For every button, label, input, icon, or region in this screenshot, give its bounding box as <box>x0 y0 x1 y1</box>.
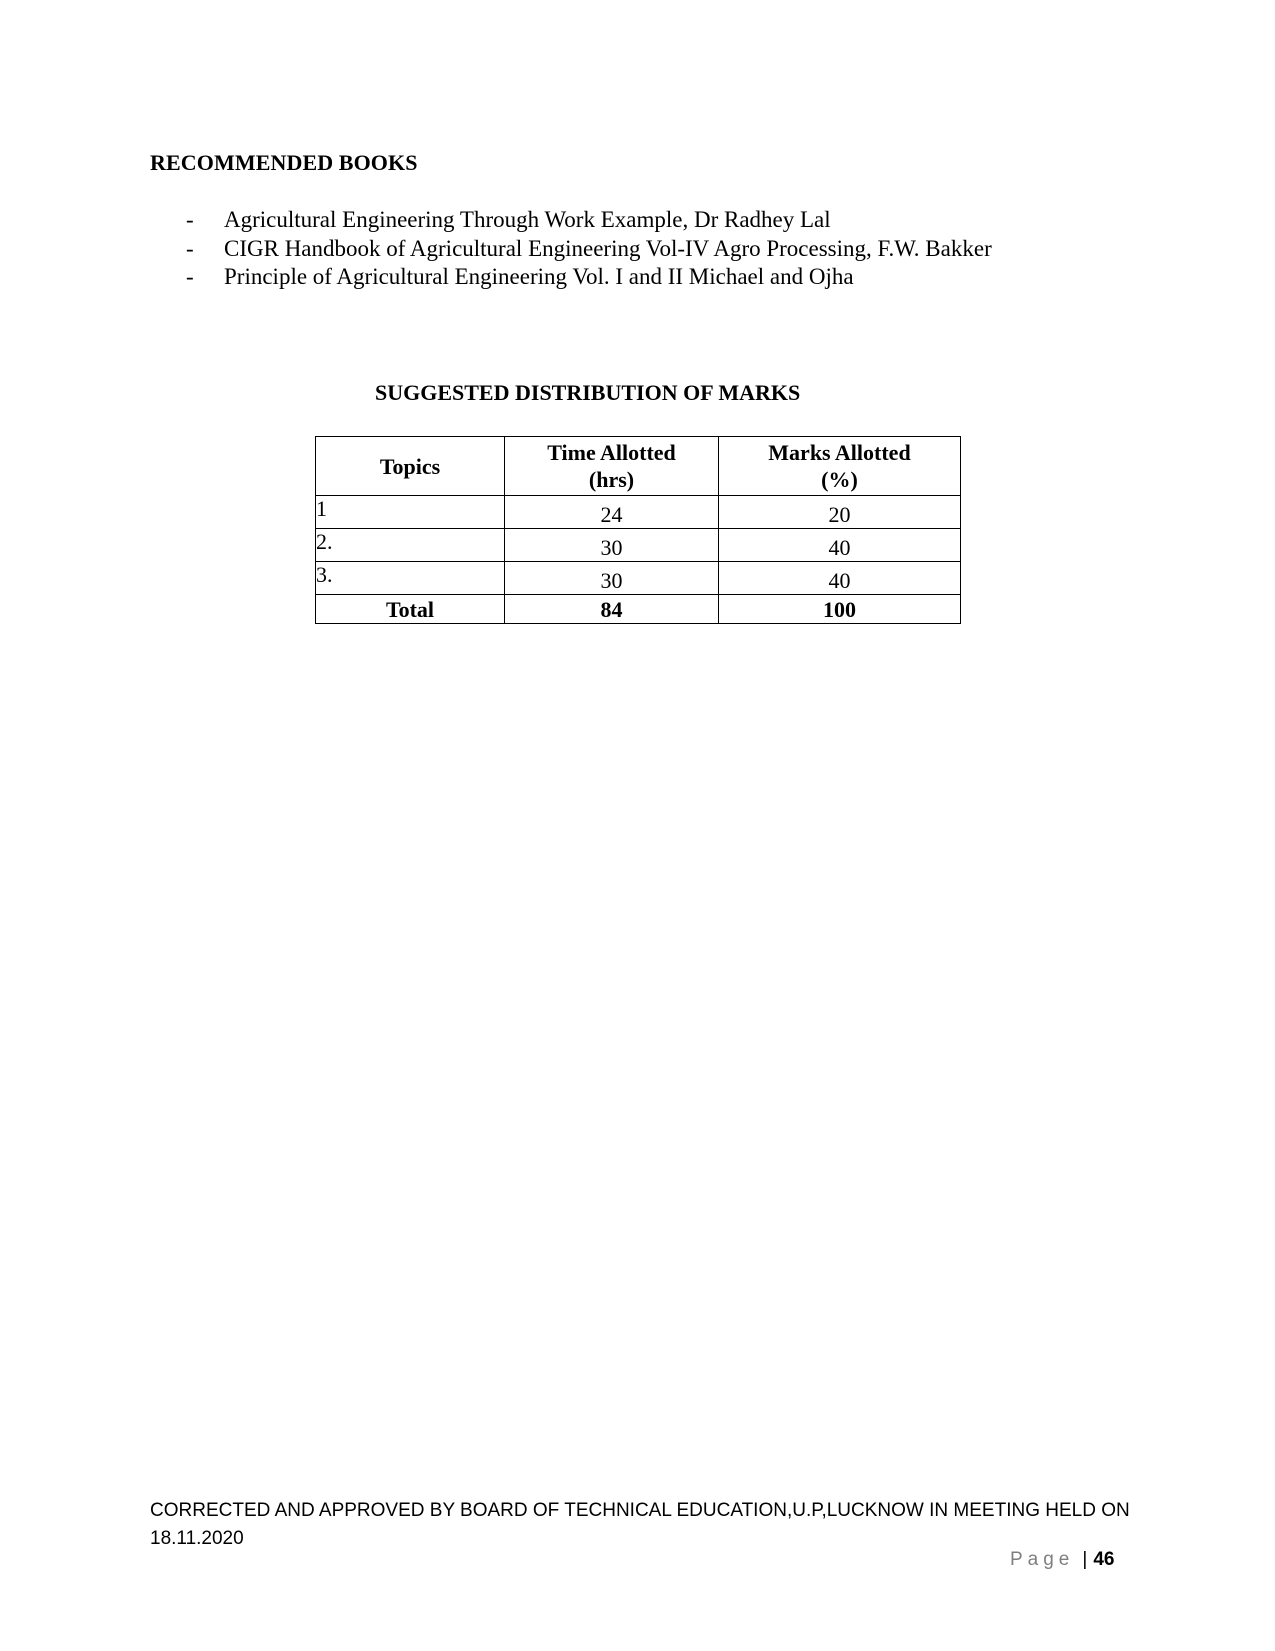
total-row <box>316 595 961 624</box>
page-label: Page <box>1010 1549 1075 1570</box>
page-number: 46 <box>1093 1549 1115 1570</box>
book-title: Agricultural Engineering Through Work Example, Dr Radhey Lal <box>224 207 831 232</box>
recommended-books-list <box>186 206 992 292</box>
table-row <box>316 496 961 529</box>
topic-cell: 1 <box>316 496 505 529</box>
header-time-line2: (hrs) <box>588 467 635 492</box>
table-row <box>316 562 961 595</box>
table-header-row <box>316 437 961 496</box>
book-item <box>186 263 992 292</box>
total-label: Total <box>316 595 505 624</box>
bullet-dash: - <box>186 207 194 232</box>
page-number-footer <box>1010 1549 1114 1571</box>
bullet-dash: - <box>186 235 194 261</box>
total-marks: 100 <box>719 595 961 624</box>
total-time: 84 <box>505 595 719 624</box>
header-marks-line2: (%) <box>821 467 858 492</box>
header-time-allotted <box>505 437 719 496</box>
marks-distribution-title: SUGGESTED DISTRIBUTION OF MARKS <box>375 380 801 405</box>
topic-cell: 2. <box>316 529 505 562</box>
book-title: Principle of Agricultural Engineering Vol. I and II Michael and Ojha <box>224 264 854 289</box>
page-separator: | <box>1082 1549 1088 1570</box>
header-topics: Topics <box>316 437 505 496</box>
time-cell: 30 <box>505 562 719 595</box>
recommended-books-heading: RECOMMENDED BOOKS <box>150 150 418 175</box>
marks-distribution-table <box>315 436 961 624</box>
marks-cell: 20 <box>719 496 961 529</box>
topic-cell: 3. <box>316 562 505 595</box>
book-item <box>186 235 992 264</box>
bullet-dash: - <box>186 264 194 289</box>
header-marks-line1: Marks Allotted <box>768 440 911 465</box>
book-title: CIGR Handbook of Agricultural Engineering Vol-IV Agro Processing, F.W. Bakker <box>224 235 992 261</box>
time-cell: 24 <box>505 496 719 529</box>
book-item <box>186 206 992 235</box>
marks-cell: 40 <box>719 562 961 595</box>
footer-approval-note: CORRECTED AND APPROVED BY BOARD OF TECHNICAL EDUCATION,U.P,LUCKNOW IN MEETING HELD ON 18.11.2020 <box>150 1500 1130 1549</box>
header-marks-allotted <box>719 437 961 496</box>
marks-cell: 40 <box>719 529 961 562</box>
header-time-line1: Time Allotted <box>547 440 676 465</box>
table-row <box>316 529 961 562</box>
time-cell: 30 <box>505 529 719 562</box>
